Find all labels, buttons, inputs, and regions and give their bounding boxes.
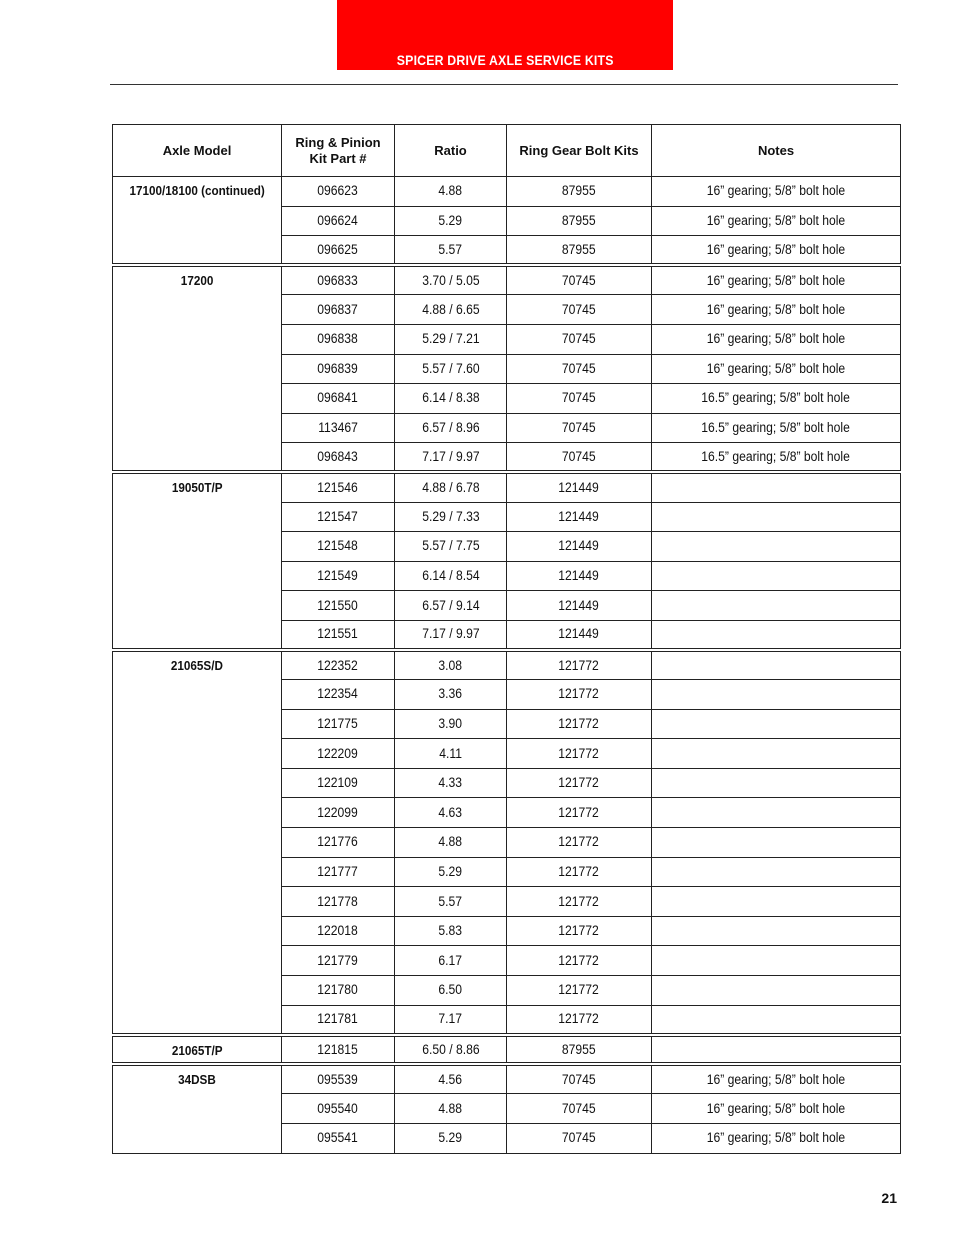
ratio-value: 7.17 / 9.97 [421,448,480,464]
kit-part-value: 121815 [317,1041,359,1057]
kit-part-value: 096624 [317,212,359,228]
bolt-kit-cell [507,680,652,710]
bolt-kit-value: 121772 [558,715,600,731]
bolt-kit-cell [507,1124,652,1154]
kit-part-value: 121776 [317,834,359,850]
kit-part-cell [282,709,395,739]
axle-model-label: 17200 [180,273,214,289]
notes-value: 16” gearing; 5/8” bolt hole [706,272,846,288]
bolt-kit-value: 121449 [558,626,600,642]
kit-part-value: 095539 [317,1071,359,1087]
notes-cell [652,857,901,887]
kit-part-value: 122209 [317,745,359,761]
kit-part-value: 121775 [317,715,359,731]
kit-part-cell [282,443,395,473]
notes-value: 16” gearing; 5/8” bolt hole [706,1071,846,1087]
bolt-kit-cell [507,354,652,384]
ratio-cell [395,709,507,739]
ratio-value: 5.29 / 7.21 [421,331,480,347]
kit-part-value: 096838 [317,331,359,347]
ratio-value: 6.57 / 9.14 [421,597,480,613]
kit-part-value: 121779 [317,952,359,968]
ratio-value: 4.88 [438,183,463,199]
bolt-kit-cell [507,916,652,946]
kit-part-cell [282,265,395,295]
notes-cell [652,265,901,295]
notes-value: 16” gearing; 5/8” bolt hole [706,1130,846,1146]
ratio-value: 4.88 [438,1100,463,1116]
kit-part-cell [282,502,395,532]
notes-value: 16” gearing; 5/8” bolt hole [706,1100,846,1116]
kit-part-value: 121547 [317,508,359,524]
bolt-kit-cell [507,591,652,621]
header-notes: Notes [652,125,901,177]
bolt-kit-value: 87955 [562,183,596,199]
notes-cell [652,384,901,414]
notes-cell [652,887,901,917]
kit-part-value: 113467 [318,420,358,436]
bolt-kit-value: 121449 [558,479,600,495]
notes-cell [652,976,901,1006]
ratio-value: 4.11 [439,745,462,761]
ratio-value: 4.56 [438,1071,463,1087]
ratio-cell [395,206,507,236]
header-kit-part-line2: Kit Part # [309,150,367,166]
bolt-kit-cell [507,739,652,769]
header-kit-part [282,125,395,177]
bolt-kit-value: 87955 [562,212,596,228]
bolt-kit-value: 70745 [562,448,596,464]
kit-part-value: 096841 [317,390,359,406]
table-row [113,177,901,207]
section-banner [337,0,673,70]
notes-cell [652,1094,901,1124]
bolt-kit-cell [507,443,652,473]
notes-value: 16” gearing; 5/8” bolt hole [706,212,846,228]
ratio-cell [395,1064,507,1094]
ratio-cell [395,1094,507,1124]
notes-cell [652,1035,901,1065]
bolt-kit-cell [507,265,652,295]
bolt-kit-value: 121772 [558,657,600,673]
bolt-kit-cell [507,206,652,236]
notes-cell [652,354,901,384]
kit-part-value: 121550 [317,597,359,613]
bolt-kit-cell [507,620,652,650]
notes-cell [652,472,901,502]
ratio-cell [395,650,507,680]
bolt-kit-value: 121449 [558,538,600,554]
bolt-kit-cell [507,976,652,1006]
ratio-cell [395,532,507,562]
notes-cell [652,709,901,739]
notes-cell [652,324,901,354]
notes-cell [652,591,901,621]
ratio-value: 5.29 / 7.33 [421,508,480,524]
kit-part-cell [282,206,395,236]
ratio-value: 4.88 [438,834,463,850]
notes-cell [652,561,901,591]
axle-model-label: 21065T/P [171,1042,223,1058]
ratio-value: 3.08 [438,657,463,673]
notes-cell [652,295,901,325]
axle-model-cell [113,472,282,650]
axle-model-label: 17100/18100 (continued) [129,183,265,198]
ratio-cell [395,236,507,266]
ratio-value: 6.57 / 8.96 [421,420,480,436]
axle-model-cell [113,265,282,472]
header-axle-model: Axle Model [113,125,282,177]
bolt-kit-value: 121772 [558,804,600,820]
notes-cell [652,1124,901,1154]
ratio-value: 5.57 [438,893,463,909]
bolt-kit-value: 70745 [562,1100,596,1116]
ratio-value: 7.17 [438,1011,463,1027]
table-row [113,1035,901,1065]
kit-part-cell [282,739,395,769]
bolt-kit-value: 87955 [562,1041,596,1057]
bolt-kit-cell [507,828,652,858]
bolt-kit-value: 70745 [562,301,596,317]
bolt-kit-cell [507,946,652,976]
bolt-kit-cell [507,650,652,680]
kit-part-cell [282,798,395,828]
ratio-cell [395,561,507,591]
bolt-kit-value: 121449 [558,508,600,524]
kit-part-cell [282,384,395,414]
ratio-cell [395,798,507,828]
ratio-cell [395,354,507,384]
kit-part-cell [282,1124,395,1154]
kit-part-cell [282,177,395,207]
ratio-cell [395,443,507,473]
ratio-cell [395,1035,507,1065]
kit-part-cell [282,591,395,621]
notes-cell [652,1064,901,1094]
bolt-kit-cell [507,236,652,266]
kit-part-cell [282,887,395,917]
notes-cell [652,532,901,562]
notes-value: 16.5” gearing; 5/8” bolt hole [701,448,851,464]
bolt-kit-cell [507,295,652,325]
service-kits-table [112,124,901,1154]
kit-part-cell [282,768,395,798]
ratio-value: 6.50 [438,982,463,998]
kit-part-value: 121546 [317,479,359,495]
kit-part-cell [282,1094,395,1124]
section-title: SPICER DRIVE AXLE SERVICE KITS [396,52,614,68]
bolt-kit-value: 70745 [562,360,596,376]
axle-model-cell [113,1064,282,1153]
bolt-kit-cell [507,798,652,828]
kit-part-value: 122018 [317,923,359,939]
bolt-kit-value: 121772 [558,834,600,850]
table-row [113,265,901,295]
bolt-kit-value: 121772 [558,1011,600,1027]
ratio-value: 3.90 [438,715,463,731]
kit-part-value: 096625 [317,241,359,257]
kit-part-value: 122352 [317,657,359,673]
axle-model-cell [113,177,282,266]
ratio-cell [395,976,507,1006]
ratio-value: 5.29 [438,863,463,879]
axle-model-cell [113,1035,282,1065]
kit-part-value: 121551 [317,626,359,642]
kit-part-value: 121781 [317,1011,359,1027]
bolt-kit-cell [507,1064,652,1094]
kit-part-value: 096623 [317,183,359,199]
kit-part-cell [282,354,395,384]
kit-part-value: 095541 [317,1130,359,1146]
ratio-cell [395,265,507,295]
notes-value: 16” gearing; 5/8” bolt hole [706,360,846,376]
kit-part-cell [282,857,395,887]
ratio-cell [395,768,507,798]
kit-part-cell [282,561,395,591]
kit-part-cell [282,324,395,354]
bolt-kit-cell [507,502,652,532]
ratio-value: 3.70 / 5.05 [421,272,480,288]
ratio-cell [395,295,507,325]
notes-cell [652,443,901,473]
notes-value: 16” gearing; 5/8” bolt hole [706,331,846,347]
ratio-value: 4.33 [438,775,463,791]
ratio-cell [395,472,507,502]
bolt-kit-value: 121772 [558,863,600,879]
kit-part-cell [282,650,395,680]
kit-part-cell [282,1005,395,1035]
ratio-value: 5.29 [438,1130,463,1146]
ratio-value: 6.14 / 8.38 [421,390,480,406]
bolt-kit-value: 70745 [562,1071,596,1087]
notes-cell [652,946,901,976]
ratio-cell [395,1005,507,1035]
kit-part-cell [282,976,395,1006]
header-rule [110,84,898,85]
kit-part-value: 096833 [317,272,359,288]
ratio-cell [395,946,507,976]
axle-model-label: 21065S/D [170,658,224,673]
bolt-kit-value: 121772 [558,893,600,909]
table-body [113,177,901,1154]
header-ratio: Ratio [395,125,507,177]
ratio-value: 3.36 [438,686,463,702]
notes-cell [652,916,901,946]
header-kit-part-line1: Ring & Pinion [295,134,381,150]
ratio-cell [395,384,507,414]
ratio-cell [395,828,507,858]
kit-part-value: 096839 [317,360,359,376]
bolt-kit-value: 121772 [558,745,600,761]
notes-cell [652,620,901,650]
kit-part-value: 121777 [317,863,359,879]
bolt-kit-cell [507,887,652,917]
kit-part-value: 121780 [317,982,359,998]
bolt-kit-value: 121772 [558,923,600,939]
kit-part-value: 122109 [317,775,359,791]
bolt-kit-cell [507,1035,652,1065]
bolt-kit-cell [507,384,652,414]
kit-part-cell [282,236,395,266]
table-header-row [113,125,901,177]
notes-cell [652,798,901,828]
ratio-value: 6.17 [438,952,463,968]
kit-part-cell [282,916,395,946]
kit-part-value: 122354 [317,686,359,702]
kit-part-cell [282,680,395,710]
bolt-kit-value: 121772 [558,982,600,998]
ratio-cell [395,887,507,917]
ratio-cell [395,916,507,946]
bolt-kit-value: 121449 [558,597,600,613]
bolt-kit-cell [507,709,652,739]
table-row [113,1064,901,1094]
notes-cell [652,1005,901,1035]
bolt-kit-value: 87955 [562,241,596,257]
notes-value: 16” gearing; 5/8” bolt hole [706,183,846,199]
kit-part-cell [282,472,395,502]
kit-part-value: 121548 [317,538,359,554]
bolt-kit-cell [507,177,652,207]
bolt-kit-value: 121449 [558,568,600,584]
axle-model-cell [113,650,282,1035]
kit-part-cell [282,1035,395,1065]
page-number: 21 [881,1190,897,1206]
bolt-kit-value: 121772 [558,952,600,968]
bolt-kit-value: 70745 [562,390,596,406]
notes-cell [652,502,901,532]
kit-part-value: 121549 [317,568,359,584]
ratio-value: 5.83 [438,923,463,939]
kit-part-cell [282,532,395,562]
kit-part-cell [282,413,395,443]
ratio-value: 6.50 / 8.86 [421,1041,480,1057]
ratio-value: 4.88 / 6.78 [421,479,480,495]
ratio-cell [395,413,507,443]
notes-cell [652,236,901,266]
notes-value: 16” gearing; 5/8” bolt hole [706,301,846,317]
notes-cell [652,828,901,858]
bolt-kit-cell [507,324,652,354]
bolt-kit-cell [507,1005,652,1035]
ratio-value: 6.14 / 8.54 [421,568,480,584]
ratio-value: 4.88 / 6.65 [421,301,480,317]
notes-value: 16.5” gearing; 5/8” bolt hole [701,390,851,406]
notes-cell [652,206,901,236]
kit-part-value: 095540 [317,1100,359,1116]
ratio-cell [395,591,507,621]
kit-part-cell [282,295,395,325]
kit-part-cell [282,828,395,858]
bolt-kit-cell [507,472,652,502]
kit-part-cell [282,620,395,650]
notes-value: 16” gearing; 5/8” bolt hole [706,241,846,257]
bolt-kit-cell [507,413,652,443]
notes-cell [652,177,901,207]
ratio-value: 5.57 / 7.60 [421,360,480,376]
notes-cell [652,413,901,443]
notes-cell [652,768,901,798]
ratio-cell [395,324,507,354]
ratio-cell [395,177,507,207]
bolt-kit-value: 121772 [558,686,600,702]
bolt-kit-value: 70745 [562,420,596,436]
table-row [113,650,901,680]
ratio-cell [395,739,507,769]
bolt-kit-cell [507,857,652,887]
ratio-cell [395,502,507,532]
notes-cell [652,680,901,710]
ratio-value: 5.57 [438,241,463,257]
ratio-cell [395,857,507,887]
bolt-kit-value: 70745 [562,272,596,288]
bolt-kit-cell [507,1094,652,1124]
table-row [113,472,901,502]
ratio-cell [395,680,507,710]
bolt-kit-value: 70745 [562,331,596,347]
kit-part-value: 096843 [317,448,359,464]
bolt-kit-value: 70745 [562,1130,596,1146]
header-bolt-kits: Ring Gear Bolt Kits [507,125,652,177]
axle-model-label: 19050T/P [171,480,223,496]
kit-part-cell [282,946,395,976]
notes-cell [652,739,901,769]
bolt-kit-value: 121772 [558,775,600,791]
kit-part-value: 122099 [317,804,359,820]
ratio-value: 4.63 [438,804,463,820]
bolt-kit-cell [507,532,652,562]
kit-part-cell [282,1064,395,1094]
ratio-cell [395,620,507,650]
ratio-value: 5.29 [438,212,463,228]
ratio-cell [395,1124,507,1154]
notes-cell [652,650,901,680]
bolt-kit-cell [507,768,652,798]
notes-value: 16.5” gearing; 5/8” bolt hole [701,420,851,436]
ratio-value: 5.57 / 7.75 [421,538,480,554]
bolt-kit-cell [507,561,652,591]
kit-part-value: 096837 [317,301,359,317]
ratio-value: 7.17 / 9.97 [421,626,480,642]
kit-part-value: 121778 [317,893,359,909]
axle-model-label: 34DSB [178,1072,216,1088]
